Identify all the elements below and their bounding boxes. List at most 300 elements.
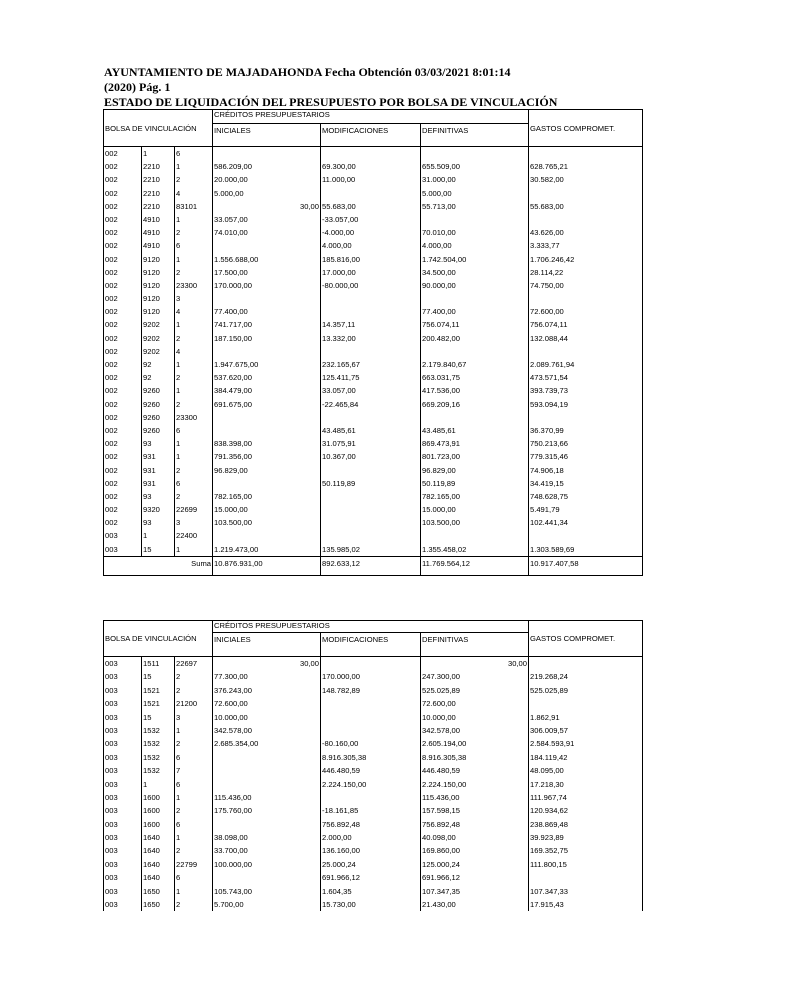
- cell-bolsa: 003: [104, 737, 142, 750]
- cell-bolsa: 002: [104, 424, 142, 437]
- table-row: [104, 305, 643, 318]
- cell-definitivas: 50.119,89: [421, 477, 529, 490]
- cell-modificaciones: 170.000,00: [321, 670, 421, 683]
- table-row: [104, 450, 643, 463]
- table-row: [104, 358, 643, 371]
- cell-definitivas: 31.000,00: [421, 173, 529, 186]
- cell-programa: 9120: [142, 279, 175, 292]
- cell-economica: 83101: [175, 200, 213, 213]
- table-row: [104, 266, 643, 279]
- cell-iniciales: 100.000,00: [213, 858, 321, 871]
- cell-programa: 4910: [142, 226, 175, 239]
- cell-programa: 1640: [142, 858, 175, 871]
- table-row: [104, 697, 643, 710]
- cell-programa: 93: [142, 437, 175, 450]
- cell-modificaciones: 148.782,89: [321, 684, 421, 697]
- cell-gastos: [529, 697, 643, 710]
- cell-bolsa: 003: [104, 751, 142, 764]
- cell-programa: 1: [142, 778, 175, 791]
- cell-modificaciones: 135.985,02: [321, 543, 421, 557]
- cell-definitivas: 34.500,00: [421, 266, 529, 279]
- cell-modificaciones: [321, 516, 421, 529]
- cell-iniciales: 5.700,00: [213, 898, 321, 911]
- cell-economica: 1: [175, 213, 213, 226]
- cell-economica: 1: [175, 543, 213, 557]
- cell-economica: 2: [175, 737, 213, 750]
- cell-modificaciones: [321, 711, 421, 724]
- table-row: [104, 371, 643, 384]
- suma-gastos: 10.917.407,58: [529, 556, 643, 575]
- cell-gastos: 111.800,15: [529, 858, 643, 871]
- table-row: [104, 670, 643, 683]
- cell-iniciales: 38.098,00: [213, 831, 321, 844]
- column-header-gastos-2: GASTOS COMPROMET.: [529, 621, 643, 657]
- column-header-creditos: CRÉDITOS PRESUPUESTARIOS: [213, 110, 529, 124]
- cell-gastos: 36.370,99: [529, 424, 643, 437]
- cell-modificaciones: 10.367,00: [321, 450, 421, 463]
- cell-definitivas: 4.000,00: [421, 239, 529, 252]
- cell-iniciales: [213, 239, 321, 252]
- cell-economica: 1: [175, 791, 213, 804]
- cell-modificaciones: [321, 697, 421, 710]
- cell-bolsa: 003: [104, 885, 142, 898]
- cell-definitivas: 655.509,00: [421, 160, 529, 173]
- cell-bolsa: 002: [104, 503, 142, 516]
- cell-bolsa: 002: [104, 516, 142, 529]
- cell-economica: 6: [175, 147, 213, 161]
- cell-bolsa: 003: [104, 898, 142, 911]
- cell-modificaciones: [321, 345, 421, 358]
- cell-bolsa: 003: [104, 871, 142, 884]
- cell-iniciales: 17.500,00: [213, 266, 321, 279]
- table-row: [104, 160, 643, 173]
- column-header-gastos: GASTOS COMPROMET.: [529, 110, 643, 147]
- cell-modificaciones: -18.161,85: [321, 804, 421, 817]
- cell-economica: 1: [175, 358, 213, 371]
- cell-definitivas: 247.300,00: [421, 670, 529, 683]
- cell-definitivas: 417.536,00: [421, 384, 529, 397]
- cell-gastos: 39.923,89: [529, 831, 643, 844]
- budget-table-section-2: [103, 620, 643, 911]
- cell-economica: 22799: [175, 858, 213, 871]
- cell-modificaciones: [321, 490, 421, 503]
- cell-programa: 1640: [142, 844, 175, 857]
- cell-gastos: 593.094,19: [529, 398, 643, 411]
- cell-iniciales: 15.000,00: [213, 503, 321, 516]
- column-header-modificaciones: MODIFICACIONES: [321, 124, 421, 147]
- cell-modificaciones: 185.816,00: [321, 253, 421, 266]
- suma-modificaciones: 892.633,12: [321, 556, 421, 575]
- budget-table-section-1: [103, 109, 643, 576]
- cell-gastos: 2.089.761,94: [529, 358, 643, 371]
- table-row: [104, 490, 643, 503]
- cell-iniciales: 838.398,00: [213, 437, 321, 450]
- cell-definitivas: 756.074,11: [421, 318, 529, 331]
- cell-modificaciones: 14.357,11: [321, 318, 421, 331]
- cell-programa: 15: [142, 543, 175, 557]
- cell-programa: 1600: [142, 818, 175, 831]
- cell-economica: 22400: [175, 529, 213, 542]
- cell-bolsa: 003: [104, 724, 142, 737]
- cell-programa: 4910: [142, 213, 175, 226]
- cell-bolsa: 003: [104, 804, 142, 817]
- cell-programa: 9120: [142, 266, 175, 279]
- cell-bolsa: 003: [104, 764, 142, 777]
- table-row: [104, 213, 643, 226]
- table-row: [104, 503, 643, 516]
- cell-definitivas: 157.598,15: [421, 804, 529, 817]
- cell-programa: 9260: [142, 424, 175, 437]
- cell-programa: 931: [142, 450, 175, 463]
- cell-modificaciones: -33.057,00: [321, 213, 421, 226]
- cell-modificaciones: 1.604,35: [321, 885, 421, 898]
- cell-gastos: 169.352,75: [529, 844, 643, 857]
- cell-bolsa: 003: [104, 657, 142, 671]
- cell-programa: 9260: [142, 384, 175, 397]
- cell-modificaciones: [321, 657, 421, 671]
- table-row: [104, 871, 643, 884]
- cell-economica: 23300: [175, 279, 213, 292]
- cell-gastos: [529, 213, 643, 226]
- cell-programa: 1650: [142, 898, 175, 911]
- cell-economica: 4: [175, 345, 213, 358]
- cell-gastos: 184.119,42: [529, 751, 643, 764]
- cell-programa: 9202: [142, 345, 175, 358]
- cell-gastos: 74.906,18: [529, 464, 643, 477]
- cell-bolsa: 003: [104, 791, 142, 804]
- column-header-modificaciones-2: MODIFICACIONES: [321, 633, 421, 657]
- cell-gastos: 219.268,24: [529, 670, 643, 683]
- cell-bolsa: 002: [104, 384, 142, 397]
- cell-economica: 22699: [175, 503, 213, 516]
- cell-economica: 6: [175, 477, 213, 490]
- cell-definitivas: 801.723,00: [421, 450, 529, 463]
- cell-iniciales: 1.947.675,00: [213, 358, 321, 371]
- cell-gastos: 750.213,66: [529, 437, 643, 450]
- cell-bolsa: 002: [104, 160, 142, 173]
- report-title: ESTADO DE LIQUIDACIÓN DEL PRESUPUESTO POR BOLSA DE VINCULACIÓN: [104, 95, 558, 109]
- column-header-bolsa-2: BOLSA DE VINCULACIÓN: [104, 621, 213, 657]
- table-row: [104, 173, 643, 186]
- cell-programa: 931: [142, 477, 175, 490]
- cell-modificaciones: 756.892,48: [321, 818, 421, 831]
- cell-iniciales: 74.010,00: [213, 226, 321, 239]
- cell-iniciales: 20.000,00: [213, 173, 321, 186]
- cell-programa: 9260: [142, 398, 175, 411]
- cell-bolsa: 002: [104, 213, 142, 226]
- cell-programa: 15: [142, 711, 175, 724]
- cell-programa: 1532: [142, 764, 175, 777]
- table-row: [104, 292, 643, 305]
- cell-gastos: [529, 411, 643, 424]
- cell-programa: 931: [142, 464, 175, 477]
- cell-modificaciones: -80.000,00: [321, 279, 421, 292]
- cell-programa: 1600: [142, 791, 175, 804]
- cell-programa: 93: [142, 490, 175, 503]
- cell-definitivas: 1.742.504,00: [421, 253, 529, 266]
- cell-modificaciones: [321, 503, 421, 516]
- cell-bolsa: 002: [104, 477, 142, 490]
- cell-gastos: 48.095,00: [529, 764, 643, 777]
- cell-bolsa: 003: [104, 670, 142, 683]
- cell-iniciales: 33.057,00: [213, 213, 321, 226]
- cell-bolsa: 003: [104, 844, 142, 857]
- cell-iniciales: 96.829,00: [213, 464, 321, 477]
- cell-gastos: 28.114,22: [529, 266, 643, 279]
- cell-iniciales: 537.620,00: [213, 371, 321, 384]
- cell-iniciales: 376.243,00: [213, 684, 321, 697]
- cell-gastos: 2.584.593,91: [529, 737, 643, 750]
- column-header-iniciales: INICIALES: [213, 124, 321, 147]
- cell-economica: 2: [175, 804, 213, 817]
- cell-iniciales: 175.760,00: [213, 804, 321, 817]
- cell-economica: 2: [175, 898, 213, 911]
- cell-economica: 1: [175, 160, 213, 173]
- cell-definitivas: 5.000,00: [421, 187, 529, 200]
- cell-programa: 9202: [142, 332, 175, 345]
- table-row: [104, 345, 643, 358]
- cell-definitivas: 70.010,00: [421, 226, 529, 239]
- cell-gastos: [529, 292, 643, 305]
- cell-economica: 3: [175, 292, 213, 305]
- cell-iniciales: 1.219.473,00: [213, 543, 321, 557]
- cell-gastos: [529, 147, 643, 161]
- cell-economica: 1: [175, 384, 213, 397]
- cell-iniciales: 30,00: [213, 657, 321, 671]
- cell-programa: 1650: [142, 885, 175, 898]
- table-row: [104, 411, 643, 424]
- cell-modificaciones: 691.966,12: [321, 871, 421, 884]
- cell-definitivas: 8.916.305,38: [421, 751, 529, 764]
- cell-programa: 1532: [142, 724, 175, 737]
- cell-iniciales: 103.500,00: [213, 516, 321, 529]
- cell-definitivas: 90.000,00: [421, 279, 529, 292]
- cell-modificaciones: 13.332,00: [321, 332, 421, 345]
- cell-modificaciones: 43.485,61: [321, 424, 421, 437]
- cell-bolsa: 002: [104, 292, 142, 305]
- cell-gastos: 107.347,33: [529, 885, 643, 898]
- table-row: [104, 737, 643, 750]
- cell-economica: 1: [175, 318, 213, 331]
- cell-iniciales: 170.000,00: [213, 279, 321, 292]
- cell-gastos: 30.582,00: [529, 173, 643, 186]
- cell-gastos: 3.333,77: [529, 239, 643, 252]
- cell-modificaciones: 125.411,75: [321, 371, 421, 384]
- cell-economica: 1: [175, 450, 213, 463]
- cell-economica: 3: [175, 711, 213, 724]
- cell-iniciales: [213, 529, 321, 542]
- cell-bolsa: 002: [104, 147, 142, 161]
- column-header-bolsa: BOLSA DE VINCULACIÓN: [104, 110, 213, 147]
- table-row: [104, 885, 643, 898]
- table-row: [104, 200, 643, 213]
- cell-iniciales: 691.675,00: [213, 398, 321, 411]
- cell-bolsa: 002: [104, 411, 142, 424]
- cell-definitivas: 15.000,00: [421, 503, 529, 516]
- cell-gastos: 5.491,79: [529, 503, 643, 516]
- column-header-iniciales-2: INICIALES: [213, 633, 321, 657]
- cell-programa: 1640: [142, 831, 175, 844]
- suma-label: Suma: [104, 556, 213, 575]
- cell-gastos: [529, 187, 643, 200]
- cell-definitivas: 169.860,00: [421, 844, 529, 857]
- cell-economica: 2: [175, 684, 213, 697]
- cell-iniciales: [213, 751, 321, 764]
- cell-modificaciones: 2.224.150,00: [321, 778, 421, 791]
- cell-programa: 9320: [142, 503, 175, 516]
- cell-economica: 2: [175, 490, 213, 503]
- cell-definitivas: 72.600,00: [421, 697, 529, 710]
- cell-gastos: 628.765,21: [529, 160, 643, 173]
- cell-programa: 1532: [142, 737, 175, 750]
- cell-economica: 1: [175, 253, 213, 266]
- table-row: [104, 398, 643, 411]
- cell-economica: 2: [175, 173, 213, 186]
- cell-programa: 2210: [142, 187, 175, 200]
- cell-definitivas: 2.224.150,00: [421, 778, 529, 791]
- cell-definitivas: 96.829,00: [421, 464, 529, 477]
- cell-bolsa: 002: [104, 332, 142, 345]
- cell-iniciales: 5.000,00: [213, 187, 321, 200]
- cell-definitivas: 125.000,24: [421, 858, 529, 871]
- cell-programa: 9120: [142, 292, 175, 305]
- cell-iniciales: [213, 778, 321, 791]
- cell-programa: 92: [142, 358, 175, 371]
- cell-gastos: 473.571,54: [529, 371, 643, 384]
- cell-bolsa: 002: [104, 253, 142, 266]
- cell-gastos: 756.074,11: [529, 318, 643, 331]
- cell-iniciales: 342.578,00: [213, 724, 321, 737]
- cell-gastos: [529, 345, 643, 358]
- cell-gastos: [529, 529, 643, 542]
- cell-modificaciones: [321, 147, 421, 161]
- table-row: [104, 804, 643, 817]
- cell-programa: 1532: [142, 751, 175, 764]
- cell-iniciales: [213, 764, 321, 777]
- cell-definitivas: 669.209,16: [421, 398, 529, 411]
- cell-bolsa: 002: [104, 279, 142, 292]
- cell-definitivas: 30,00: [421, 657, 529, 671]
- cell-programa: 9120: [142, 253, 175, 266]
- cell-economica: 6: [175, 424, 213, 437]
- cell-bolsa: 002: [104, 398, 142, 411]
- cell-gastos: 74.750,00: [529, 279, 643, 292]
- cell-modificaciones: 33.057,00: [321, 384, 421, 397]
- cell-definitivas: 691.966,12: [421, 871, 529, 884]
- column-header-creditos-2: CRÉDITOS PRESUPUESTARIOS: [213, 621, 529, 633]
- cell-iniciales: 384.479,00: [213, 384, 321, 397]
- cell-definitivas: [421, 345, 529, 358]
- cell-gastos: 393.739,73: [529, 384, 643, 397]
- cell-iniciales: 741.717,00: [213, 318, 321, 331]
- cell-gastos: 132.088,44: [529, 332, 643, 345]
- table-row: [104, 279, 643, 292]
- cell-modificaciones: 4.000,00: [321, 239, 421, 252]
- cell-economica: 22697: [175, 657, 213, 671]
- cell-definitivas: 43.485,61: [421, 424, 529, 437]
- table-row: [104, 226, 643, 239]
- cell-modificaciones: -4.000,00: [321, 226, 421, 239]
- cell-definitivas: 2.179.840,67: [421, 358, 529, 371]
- cell-bolsa: 002: [104, 239, 142, 252]
- cell-modificaciones: 11.000,00: [321, 173, 421, 186]
- table-row: [104, 318, 643, 331]
- table-row: [104, 147, 643, 161]
- cell-definitivas: 115.436,00: [421, 791, 529, 804]
- cell-gastos: 120.934,62: [529, 804, 643, 817]
- column-header-definitivas-2: DEFINITIVAS: [421, 633, 529, 657]
- cell-bolsa: 003: [104, 711, 142, 724]
- cell-definitivas: 446.480,59: [421, 764, 529, 777]
- cell-iniciales: 791.356,00: [213, 450, 321, 463]
- cell-programa: 1521: [142, 684, 175, 697]
- table-row: [104, 529, 643, 542]
- cell-programa: 1: [142, 147, 175, 161]
- cell-economica: 6: [175, 871, 213, 884]
- cell-modificaciones: [321, 305, 421, 318]
- table-row: [104, 543, 643, 557]
- table-row: [104, 477, 643, 490]
- cell-iniciales: [213, 477, 321, 490]
- cell-modificaciones: 55.683,00: [321, 200, 421, 213]
- cell-modificaciones: [321, 187, 421, 200]
- cell-gastos: 17.218,30: [529, 778, 643, 791]
- cell-programa: 2210: [142, 173, 175, 186]
- cell-bolsa: 002: [104, 266, 142, 279]
- cell-programa: 4910: [142, 239, 175, 252]
- cell-economica: 1: [175, 437, 213, 450]
- cell-definitivas: 756.892,48: [421, 818, 529, 831]
- cell-gastos: 17.915,43: [529, 898, 643, 911]
- cell-bolsa: 003: [104, 831, 142, 844]
- cell-modificaciones: 69.300,00: [321, 160, 421, 173]
- cell-definitivas: 103.500,00: [421, 516, 529, 529]
- cell-iniciales: [213, 818, 321, 831]
- cell-iniciales: 105.743,00: [213, 885, 321, 898]
- cell-economica: 3: [175, 516, 213, 529]
- cell-economica: 2: [175, 332, 213, 345]
- table-row: [104, 684, 643, 697]
- cell-modificaciones: [321, 529, 421, 542]
- cell-gastos: 102.441,34: [529, 516, 643, 529]
- cell-bolsa: 002: [104, 358, 142, 371]
- cell-programa: 2210: [142, 160, 175, 173]
- cell-gastos: 72.600,00: [529, 305, 643, 318]
- suma-definitivas: 11.769.564,12: [421, 556, 529, 575]
- cell-economica: 6: [175, 818, 213, 831]
- cell-economica: 6: [175, 778, 213, 791]
- cell-bolsa: 002: [104, 437, 142, 450]
- cell-bolsa: 002: [104, 490, 142, 503]
- cell-gastos: 748.628,75: [529, 490, 643, 503]
- cell-programa: 1: [142, 529, 175, 542]
- table-row: [104, 384, 643, 397]
- cell-definitivas: 869.473,91: [421, 437, 529, 450]
- cell-gastos: 779.315,46: [529, 450, 643, 463]
- cell-economica: 1: [175, 831, 213, 844]
- cell-bolsa: 003: [104, 697, 142, 710]
- cell-iniciales: 30,00: [213, 200, 321, 213]
- cell-definitivas: 782.165,00: [421, 490, 529, 503]
- cell-economica: 2: [175, 371, 213, 384]
- cell-definitivas: 342.578,00: [421, 724, 529, 737]
- cell-economica: 7: [175, 764, 213, 777]
- cell-programa: 1521: [142, 697, 175, 710]
- cell-modificaciones: 232.165,67: [321, 358, 421, 371]
- cell-bolsa: 003: [104, 778, 142, 791]
- cell-programa: 1640: [142, 871, 175, 884]
- table-row: [104, 898, 643, 911]
